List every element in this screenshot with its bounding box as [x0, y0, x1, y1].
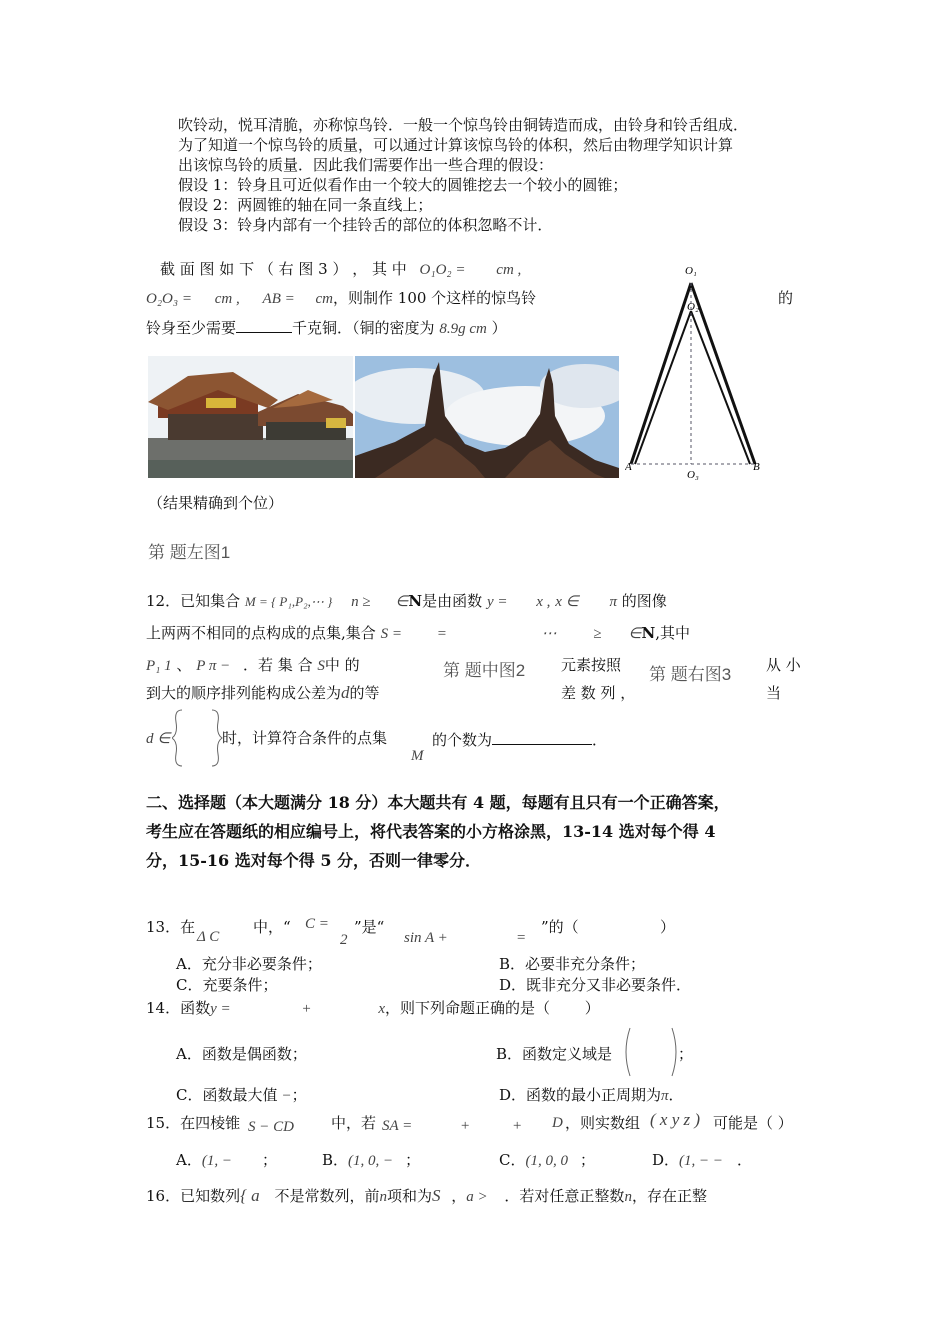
- vector-math: SA =: [382, 1118, 413, 1134]
- q12-text: 到大的顺序排列能构成公差为: [146, 684, 342, 702]
- q12-text: ．若 集 合: [243, 656, 313, 674]
- q13-option-b[interactable]: B．必要非充分条件；: [499, 955, 646, 973]
- q12-math: ≥: [593, 626, 602, 642]
- section-2-line-2: 考生应在答题纸的相应编号上，将代表答案的小方格涂黑，13-14 选对每个得 4: [146, 822, 716, 841]
- q14-text: ；: [291, 1086, 307, 1104]
- q16-text: ，: [451, 1187, 467, 1205]
- q12-line-5: [146, 728, 170, 749]
- intro-line-3: 出该惊鸟铃的质量．因此我们需要作出一些合理的假设：: [178, 156, 554, 174]
- q13-option-d[interactable]: D．既非充分又非必要条件．: [499, 976, 692, 994]
- q12-math: N: [408, 592, 423, 610]
- q16-math: n: [379, 1189, 387, 1205]
- q12-text: 上两两不相同的点构成的点集,集合: [146, 624, 376, 642]
- domain-paren: [622, 1026, 682, 1078]
- cone-section-figure: [625, 258, 765, 483]
- vector-math: +: [460, 1118, 471, 1134]
- label-o3: O₃: [687, 469, 699, 481]
- density-math: 8.9g cm: [439, 321, 487, 337]
- q16-math: a >: [466, 1189, 488, 1205]
- q12-text: 12．已知集合: [146, 592, 241, 610]
- q12-math: n ≥: [351, 594, 371, 610]
- q14-text: C．函数最大值: [176, 1086, 278, 1104]
- q12-text: ．: [592, 731, 608, 749]
- q16-text: ．若对任意正整数: [504, 1187, 625, 1205]
- q15-text: ；: [261, 1151, 277, 1169]
- q15-text: 15．在四棱锥: [146, 1114, 241, 1132]
- q12-math: =: [436, 626, 447, 642]
- q12-math: ∈: [628, 626, 642, 642]
- q15-option-c[interactable]: [499, 1150, 595, 1171]
- q14-text: ；: [678, 1045, 694, 1063]
- q16-text: 不是常数列，前: [274, 1187, 380, 1205]
- q12-math: x ,: [536, 594, 551, 610]
- q16-stem: [146, 1186, 707, 1207]
- q12-text: 差 数 列 ，: [561, 684, 636, 702]
- q14-stem: [146, 998, 600, 1019]
- q15-math: (1, −: [201, 1153, 232, 1169]
- tuple-math: ( x y z ): [650, 1110, 701, 1129]
- assumption-2: 假设 2：两圆锥的轴在同一条直线上；: [178, 196, 433, 214]
- q13-text: ”是“: [354, 918, 385, 936]
- q14-text: B．函数定义域是: [496, 1045, 613, 1063]
- q14-math: x: [378, 1001, 385, 1017]
- q11-unit: cm: [315, 291, 334, 307]
- assumption-1: 假设 1：铃身且可近似看作由一个较大的圆锥挖去一个较小的圆锥；: [178, 176, 628, 194]
- q11-text: 铃身至少需要: [146, 319, 237, 337]
- q15-option-a[interactable]: [176, 1150, 277, 1171]
- q12-text: 从 小: [766, 656, 801, 674]
- q12-line-3: [146, 655, 360, 676]
- point-p2: P π −: [196, 658, 231, 674]
- q11-text: 截 面 图 如 下 （ 右 图 3 ） ， 其 中: [160, 260, 407, 278]
- q12-math: d ∈: [146, 731, 171, 747]
- label-a: A: [625, 461, 632, 473]
- q14-text: ．: [668, 1086, 684, 1104]
- q12-line-5-end: [432, 728, 607, 750]
- q12-line-2: [146, 623, 690, 644]
- temple-photo: [148, 356, 353, 478]
- q15-math: (1, − −: [679, 1153, 724, 1169]
- q15-text: 中，若: [331, 1114, 377, 1132]
- q13-stem: [146, 917, 195, 937]
- q12-text: 时，计算符合条件的点集: [222, 729, 388, 747]
- vector-math: +: [512, 1118, 523, 1134]
- equals-math: =: [516, 930, 527, 946]
- q12-math: ⋯: [541, 626, 557, 642]
- intro-line-2: 为了知道一个惊鸟铃的质量，可以通过计算该惊鸟铃的体积，然后由物理学知识计算: [178, 136, 734, 154]
- q12-text: 、: [176, 656, 192, 674]
- section-2-line-1: 二、选择题（本大题满分 18 分）本大题共有 4 题，每题有且只有一个正确答案，: [146, 793, 730, 812]
- q13-option-c[interactable]: C．充要条件；: [176, 976, 278, 994]
- q15-text: C．: [499, 1151, 526, 1169]
- q14-text: D．函数的最小正周期为: [499, 1086, 662, 1104]
- assumption-3: 假设 3：铃身内部有一个挂铃舌的部位的体积忽略不计．: [178, 216, 553, 234]
- caption-mid: 第 题中图2: [443, 661, 526, 680]
- q11-math: O₂O₃ =: [146, 291, 192, 307]
- q12-text: 的图像: [621, 592, 667, 610]
- q12-math: N: [641, 624, 656, 642]
- pi-math: π: [661, 1088, 669, 1104]
- q15-text: A．: [176, 1151, 202, 1169]
- q14-text: 14．函数: [146, 999, 211, 1017]
- q13-text: 13．在: [146, 918, 196, 936]
- q11-line-3: [146, 316, 507, 339]
- q14-text: ）: [584, 999, 600, 1017]
- vector-math: D: [552, 1115, 563, 1131]
- caption-right: 第 题右图3: [649, 665, 732, 684]
- q14-option-d[interactable]: [499, 1085, 684, 1106]
- triangle-math: Δ C: [197, 929, 220, 945]
- q12-text: 中 的: [324, 656, 360, 674]
- pyramid-math: S − CD: [248, 1119, 294, 1135]
- q14-math: −: [281, 1088, 292, 1104]
- q16-text: 项和为: [386, 1187, 432, 1205]
- q13-option-a[interactable]: A．充分非必要条件；: [176, 955, 322, 973]
- q12-math: ∈: [395, 594, 409, 610]
- q15-option-d[interactable]: [652, 1150, 752, 1171]
- q15-text: ；: [579, 1151, 595, 1169]
- angle-c-math: C =: [305, 916, 329, 932]
- q11-math: O₁O₂ =: [419, 262, 466, 278]
- set-s: S =: [380, 626, 402, 642]
- q12-text: 当: [766, 684, 782, 702]
- q12-line-1: [146, 591, 667, 612]
- q16-math: S: [431, 1186, 441, 1205]
- label-b: B: [753, 461, 760, 473]
- set-m: M = { P₁,P₂,⋯ }: [244, 594, 333, 609]
- q12-math: x ∈: [555, 594, 579, 610]
- sin-math: sin A +: [404, 930, 448, 946]
- q15-option-b[interactable]: [322, 1150, 420, 1171]
- set-m-label: M: [411, 748, 424, 764]
- q11-line-2: [146, 288, 536, 309]
- q12-text: 元素按照: [561, 656, 622, 674]
- q11-unit: cm ,: [214, 291, 240, 307]
- q13-text: ”的（: [541, 918, 579, 936]
- q14-text: ，则下列命题正确的是（: [384, 999, 550, 1017]
- q15-text: ．: [737, 1151, 753, 1169]
- eaves-photo: [355, 356, 619, 478]
- q13-text: 中，“: [253, 918, 291, 936]
- q11-text: ，则制作 100 个这样的惊鸟铃: [333, 289, 537, 307]
- q11-line-1: [160, 259, 521, 280]
- answer-blank[interactable]: [236, 316, 292, 333]
- q15-text: ，则实数组: [565, 1114, 641, 1132]
- q11-unit: cm ,: [496, 262, 522, 278]
- q12-text: 的个数为: [432, 731, 493, 749]
- q12-text: [222, 728, 387, 748]
- fraction-denominator: 2: [340, 932, 348, 948]
- q11-math: AB =: [262, 291, 295, 307]
- sequence-math: { a: [240, 1186, 260, 1205]
- q15-math: (1, 0, −: [348, 1153, 394, 1169]
- precision-note: （结果精确到个位）: [148, 494, 284, 512]
- label-o1: O₁: [685, 265, 697, 277]
- q12-math: y =: [486, 594, 508, 610]
- q12-text: 的等: [349, 684, 380, 702]
- q15-text: 可能是（ ）: [713, 1114, 793, 1132]
- answer-blank[interactable]: [492, 728, 592, 745]
- q11-line-2-end: 的: [778, 289, 794, 307]
- q14-option-b[interactable]: [496, 1044, 612, 1064]
- point-p1: P₁ 1: [146, 658, 172, 674]
- q12-math: π: [609, 594, 617, 610]
- label-o2: O₂: [687, 301, 699, 313]
- q12-text: 是由函数: [422, 592, 483, 610]
- q13-text: ）: [660, 918, 676, 936]
- q15-text: B．: [322, 1151, 349, 1169]
- q15-math: (1, 0, 0: [525, 1153, 568, 1169]
- q11-text: 千克铜．（铜的密度为: [292, 319, 435, 337]
- q15-text: D．: [652, 1151, 680, 1169]
- q12-line-4: [146, 683, 380, 703]
- q14-option-c[interactable]: [176, 1085, 307, 1106]
- q15-text: ；: [405, 1151, 421, 1169]
- q14-math: y =: [210, 1001, 231, 1017]
- caption-left: 第 题左图1: [148, 543, 231, 562]
- q11-text: ）: [491, 319, 507, 337]
- q16-text: ，存在正整: [631, 1187, 707, 1205]
- intro-line-1: 吹铃动，悦耳清脆，亦称惊鸟铃．一般一个惊鸟铃由铜铸造而成，由铃身和铃舌组成．: [178, 116, 749, 134]
- q14-option-a[interactable]: A．函数是偶函数；: [176, 1045, 307, 1063]
- q12-text: ,其中: [655, 624, 690, 642]
- q12-math: d: [341, 683, 350, 702]
- section-2-line-3: 分，15-16 选对每个得 5 分，否则一律零分．: [146, 851, 482, 870]
- q16-math: n: [624, 1189, 632, 1205]
- q16-text: 16．已知数列: [146, 1187, 241, 1205]
- q12-math: S: [317, 658, 325, 674]
- q15-stem: [146, 1113, 240, 1133]
- q14-math: +: [301, 1001, 312, 1017]
